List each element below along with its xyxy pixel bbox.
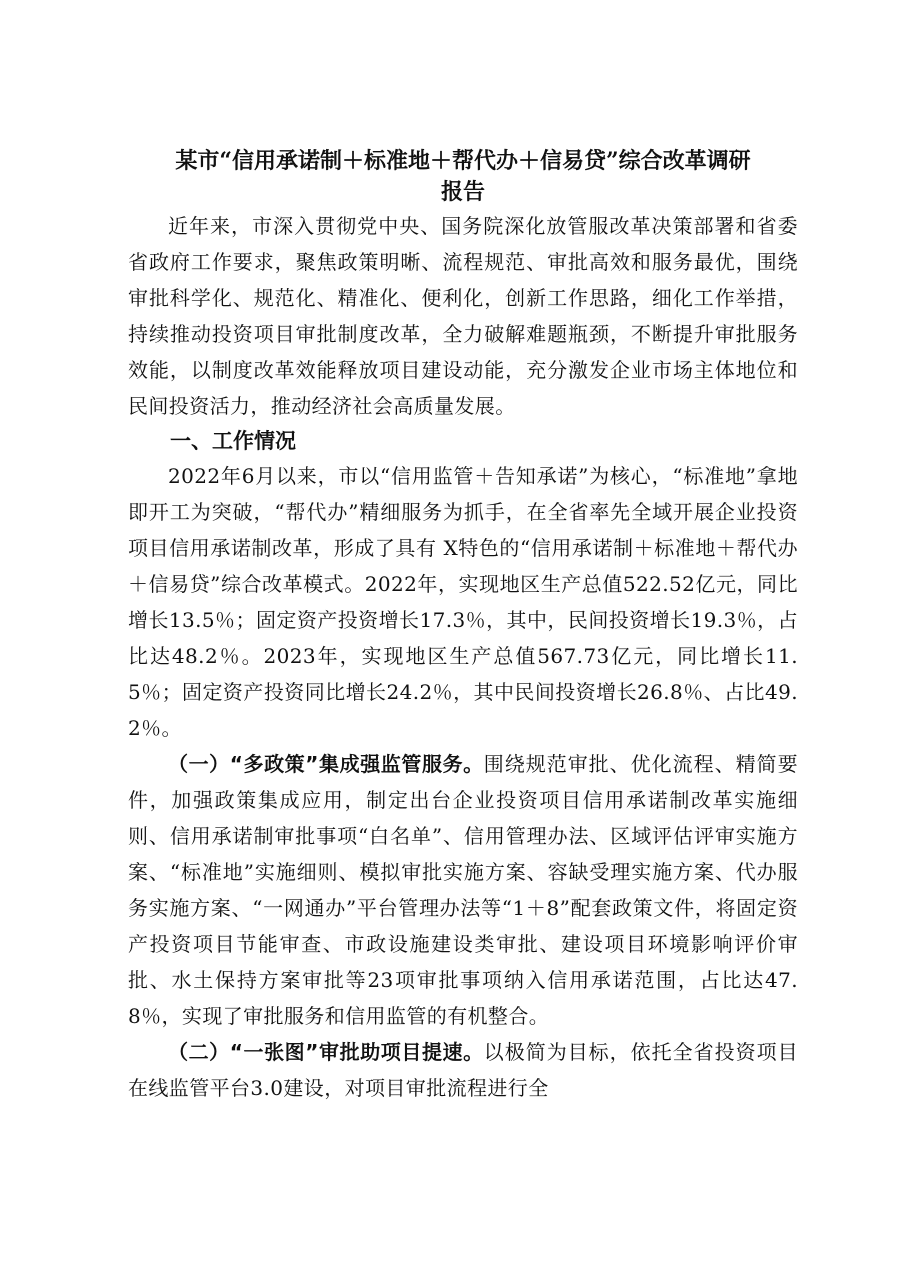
document-title-line-1: 某市“信用承诺制＋标准地＋帮代办＋信易贷”综合改革调研 [175, 148, 751, 174]
section-heading-work-status: 一、工作情况 [170, 429, 296, 453]
document-title [128, 146, 798, 208]
subsection-1-paragraph [128, 746, 798, 1034]
subsection-2-text: 以极简为目标，依托全省投资项目在线监管平台3.0建设，对项目审批流程进行全 [128, 1040, 798, 1100]
subsection-2-paragraph [128, 1034, 798, 1106]
intro-paragraph: 近年来，市深入贯彻党中央、国务院深化放管服改革决策部署和省委省政府工作要求，聚焦政策明晰、流程规范、审批高效和服务最优，围绕审批科学化、规范化、精准化、便利化，创新工作思路，细化工作举措，持续推动投资项目审批制度改革，全力破解难题瓶颈，不断提升审批服务效能，以制度改革效能释放项目建设动能，充分激发企业市场主体地位和民间投资活力，推动经济社会高质量发展。 [128, 214, 798, 418]
subsection-1-heading: （一）“多政策”集成强监管服务。 [168, 752, 484, 776]
subsection-2-heading: （二）“一张图”审批助项目提速。 [168, 1040, 484, 1064]
document-body [128, 146, 798, 1106]
subsection-1-text: 围绕规范审批、优化流程、精简要件，加强政策集成应用，制定出台企业投资项目信用承诺制改革实施细则、信用承诺制审批事项“白名单”、信用管理办法、区域评估评审实施方案、“标准地”实施细则、模拟审批实施方案、容缺受理实施方案、代办服务实施方案、“一网通办”平台管理办法等“1＋8”配套政策文件，将固定资产投资项目节能审查、市政设施建设类审批、建设项目环境影响评价审批、水土保持方案审批等23项审批事项纳入信用承诺范围，占比达47.8％，实现了审批服务和信用监管的有机整合。 [128, 752, 798, 1028]
section-1-paragraph: 2022年6月以来，市以“信用监管＋告知承诺”为核心，“标准地”拿地即开工为突破，“帮代办”精细服务为抓手，在全省率先全域开展企业投资项目信用承诺制改革，形成了具有 X特色的“信用承诺制＋标准地＋帮代办＋信易贷”综合改革模式。2022年，实现地区生产总值522.52亿元，同比增长13.5％；固定资产投资增长17.3％，其中，民间投资增长19.3％，占比达48.2％。2023年，实现地区生产总值567.73亿元，同比增长11.5％；固定资产投资同比增长24.2％，其中民间投资增长26.8％、占比49.2％。 [128, 464, 798, 740]
document-title-line-2: 报告 [440, 179, 485, 205]
